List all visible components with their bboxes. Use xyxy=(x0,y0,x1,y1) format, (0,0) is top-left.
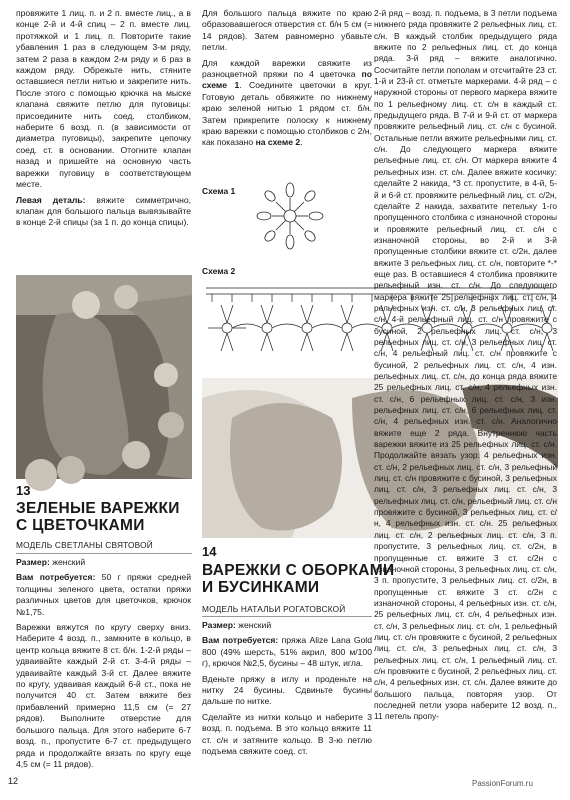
green-mittens-illustration xyxy=(16,275,192,479)
left-part-text: вяжите симметрично, клапан для большого пальца вывязывайте в конце 2-й спицы (за 1 п. до конца спицы). xyxy=(16,194,191,228)
left-part-paragraph xyxy=(16,195,191,229)
flowers-paragraph xyxy=(202,58,372,149)
green-mittens-photo xyxy=(16,275,192,479)
flowers-text-a: Для каждой варежки свяжите из разноцветной пряжи по 4 цветочка xyxy=(202,57,372,80)
article-13-title-line2: С ЦВЕТОЧКАМИ xyxy=(16,517,145,534)
left-part-label: Левая деталь: xyxy=(16,194,86,205)
article-number-13: 13 xyxy=(16,483,31,498)
size-line xyxy=(202,620,372,631)
watermark: PassionForum.ru xyxy=(472,779,533,788)
divider xyxy=(16,553,192,554)
scheme-1-diagram xyxy=(250,176,330,256)
column-3-lower xyxy=(374,540,557,776)
article-13-body xyxy=(16,557,191,774)
size-line xyxy=(16,557,191,568)
article-13-model: МОДЕЛЬ СВЕТЛАНЫ СВЯТОВОЙ xyxy=(16,540,153,550)
article-14-body xyxy=(202,620,372,761)
page-number: 12 xyxy=(8,776,19,786)
scheme-2-label: Схема 2 xyxy=(202,266,236,276)
pattern-paragraph: 2-й ряд – возд. п. подъема, в 3 петли подъема нижнего ряда провяжите 2 рельефных лиц. ст. с/н. В каждый столбик предыдущего ряда вяжите по 2 рельефных лиц. ст. до конца ряда. 3-й ряд – вяжите аналогично. Сосчитайте петли пополам и отсчитайте 23 ст. 1-й и 23-й ст. отметьте маркерами. 4-й ряд – с наружной стороны от первого маркера вяжите по 1 рельефному лиц. ст. с/н в каждый ст. предыдущего ряда. В 7-й и 9-й ст. от маркера провяжите рельефный лиц. ст. с/н с бусиной. Остальные петли вяжите рельефными лиц. ст. с/н. До следующего маркера вяжите рельефные лиц. ст. с/н. От маркера вяжите 4 рельефных изн. ст. с/н. Далее вяжите косичку: сделайте 2 накида, *3 ст. пропустите, в 4-й, 5-й и 6-й ст. провяжите рельефный лиц. ст. с/2н, сделайте 2 накида, захватите петельку 1-го пропущенного столбика с изнаночной стороны и провяжите рельефный лиц. ст. с/н с изнаночной стороны, во 2-й и 3-й пропущенные столбики вяжите ст. с/2н, далее вяжите 3 рельефных лиц. ст. с/н, повторите *-* еще раз. В оставшиеся 4 столбика провяжите рельефный изн. ст. с/н. До следующего маркера вяжите 25 рельефных лиц. ст. с/н, 4 рельефных изн. ст. с/н, 3 рельефных лиц. ст. с/н, 4-й рельефный лиц. ст. с/н провяжите с бусиной, 2 рельефных лиц. ст. с/н, 3 рельефных лиц. ст. с/н, 3 рельефных лиц. ст. с/н, 4 рельефный лиц. ст. с/н провяжите с бусиной, 2 рельефных лиц. ст. с/н, 4 изн. рельефных лиц. ст. с/н, до конца ряда вяжите 25 рельефных лиц. ст. с/н, 4 рельефных изн. ст. с/н, 6 рельефных лиц. ст. с/н, 3 изн. рельефных лиц. ст. с/н, 6 рельефных лиц. ст. с/н, 4 рельефных изн. ст. с/н. Аналогично вяжите еще 2 ряда. Внутреннюю часть варежки вяжите из 25 рельефных лиц. ст. с/н. Продолжайте вязать узор: 4 рельефных изн. ст. с/н, 2 рельефных лиц. ст. с/н, 3 рельефный лиц. ст. с/н провяжите с бусиной, 3 рельефных лиц. ст. с/н, 3 рельефных лиц. ст. с/н, 3 рельефных лиц. ст. с/н, рельефный лиц. ст. с/н провяжите с бусиной, 3 рельефных лиц. ст. с/н, 4 рельефных изн. ст. с/н. 25 рельефных лиц. ст. с/н, 2 рельефных лиц. ст. с/н, 3 п. пропустите, 3 рельефных лиц. ст. с/2н, в пропущенные ст. вяжите 3 ст. с/2н с изнаночной стороны, 3 рельефных лиц. ст. с/н, 3 п. пропустите, 3 рельефных лиц. ст. с/2н, в пропущенные ст. вяжите 3 ст. с/2н с изнаночной стороны, 4 рельефных изн. ст. с/н, 25 рельефных лиц. ст. с/н, 4 рельефных изн. ст. с/н, 3 рельефных лиц. ст. с/н, 1 рельефный лиц. ст. с/н провяжите с бусиной, 2 рельефных лиц. ст. с/н, 3 рельефных лиц. ст. с/н, 3 рельефных лиц. ст. с/н, 1 рельефный лиц. ст. с/н провяжите с бусиной, 2 рельефных лиц. ст. с/н, 4 рельефных изн. ст. с/н. Далее вяжите до большого пальца, повторяя узор. От последней петли узора наберите 12 возд. п., 11 петель пропу- xyxy=(374,8,557,722)
article-14-title-line2: И БУСИНКАМИ xyxy=(202,579,320,596)
divider xyxy=(202,616,372,617)
article-13-title-line1: ЗЕЛЕНЫЕ ВАРЕЖКИ xyxy=(16,500,180,517)
article-14-title-line1: ВАРЕЖКИ С ОБОРКАМИ xyxy=(202,562,395,579)
scheme-2-ref: на схеме 2 xyxy=(255,137,301,148)
materials-line xyxy=(16,572,191,618)
column-2 xyxy=(202,8,372,153)
instructions-paragraph: Варежки вяжутся по кругу сверху вниз. Наберите 4 возд. п., замкните в кольцо, в центр кольца вяжите 8 ст. б/н. 1-2-й ряды – удваивайте каждый 2-й ст. 3-4-й ряды – удваивайте каждый 3-й ст. Далее вяжите по кругу, удваивая каждый 6-й ст., пока не получится 40 ст. Затем вяжите без прибавлений примерно 11,5 см (= 27 рядов). Выполните отверстие для большого пальца. Для этого наберите 6-7 возд. п., пропустите 6-7 ст. предыдущего ряда и продолжайте вязать по кругу еще 4,5 см (= 11 рядов). xyxy=(16,622,191,769)
materials-value: 50 г пряжи средней толщины зеленого цвета, остатки пряжи различных цветов для цветочков, крючок №1,75. xyxy=(16,572,191,617)
article-14-model: МОДЕЛЬ НАТАЛЬИ РОГАТОВСКОЙ xyxy=(202,604,346,614)
article-number-14: 14 xyxy=(202,544,217,559)
size-value: женский xyxy=(49,557,86,567)
column-1 xyxy=(16,8,191,233)
article-13-title xyxy=(16,500,180,534)
article-14-title xyxy=(202,562,394,596)
flowers-text-b: . Соедините цветочки в круг. Готовую деталь обвяжите по нижнему краю зеленой нитью 1 рядом ст. б/н. Затем прикрепите полоску к нижнему краю варежки с помощью столбиков с 2/н, как показано xyxy=(202,80,373,148)
beads-paragraph: Вденьте пряжу в иглу и проденьте на нитку 24 бусины. Сдвиньте бусины дальше по нитке. xyxy=(202,673,372,707)
materials-value: пряжа Alize Lana Gold 800 (49% шерсть, 51% акрил, 800 м/100 г), крючок №2,5, бусины – 48 штук, игла. xyxy=(202,635,373,669)
continued-paragraph: провяжите 1 лиц. п. и 2 п. вместе лиц., а в конце 2-й и 4-й спиц – 2 п. вместе лиц. протяжкой и 1 лиц. п. Повторите такие убавления 1 раз в следующем 3-м ряду, затем 2 раза в каждом 2-м ряду и 6 раз в каждом ряду. Обрежьте нить, стяните оставшиеся петли нитью и закрепите нить. После этого с помощью крючка на мыске клапана свяжите петлю для пуговицы: присоедините нить соед. столбиком, наберите 6 возд. п. (в зависимости от диаметра пуговицы), закрепите цепочку соед. ст. в основании. Отогните клапан назад и пришейте на основную часть варежки пуговицу в соответствующем месте. xyxy=(16,8,191,190)
scheme-1-ref: по схеме 1 xyxy=(202,69,372,91)
materials-label: Вам потребуется: xyxy=(16,572,96,583)
ring-paragraph: Сделайте из нитки кольцо и наберите 3 возд. п. подъема. В это кольцо вяжите 11 ст. с/н и затяните кольцо. В 3-ю петлю подъема свяжите соед. ст. xyxy=(202,711,372,757)
flowers-text-c: . xyxy=(300,137,303,148)
materials-label: Вам потребуется: xyxy=(202,635,279,646)
scheme-1-label: Схема 1 xyxy=(202,186,236,196)
size-label: Размер: xyxy=(16,557,50,567)
materials-line xyxy=(202,635,372,669)
size-value: женский xyxy=(235,620,272,630)
thumb-paragraph: Для большого пальца вяжите по краю образовавшегося отверстия ст. б/н 5 см (= 14 рядов). Затем равномерно убавьте петли. xyxy=(202,8,372,53)
size-label: Размер: xyxy=(202,620,236,630)
column-3 xyxy=(374,8,557,722)
